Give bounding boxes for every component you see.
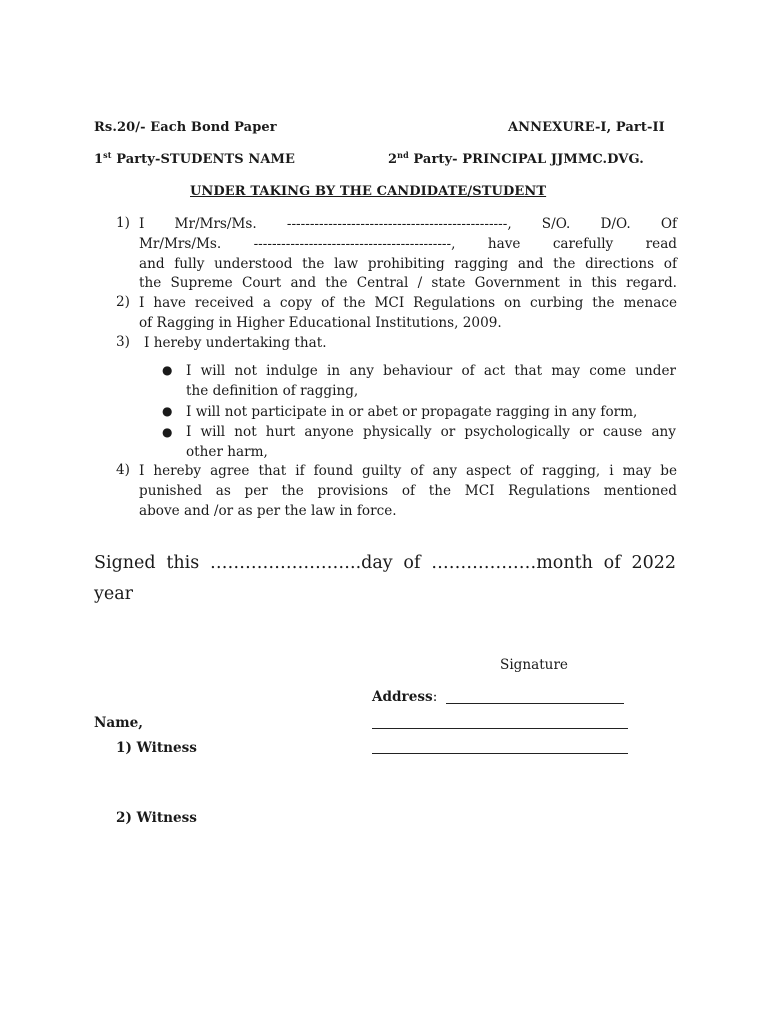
bullet-icon: ● <box>162 363 173 377</box>
bullet-1-line-1: I will not indulge in any behaviour of act that may come under <box>186 363 676 379</box>
second-party: 2nd Party- PRINCIPAL JJMMC.DVG. <box>388 150 644 167</box>
item-2-line-1: I have received a copy of the MCI Regulations on curbing the menace <box>139 295 677 311</box>
address-label: Address: <box>372 689 438 705</box>
bullet-3-line-1: I will not hurt anyone physically or psychologically or cause any <box>186 424 676 440</box>
item-number-2: 2) <box>116 294 130 310</box>
bullet-1-line-2: the definition of ragging, <box>186 383 359 399</box>
item-1-line-4: the Supreme Court and the Central / state Government in this regard. <box>139 275 677 291</box>
item-number-1: 1) <box>116 215 130 231</box>
first-party: 1st Party-STUDENTS NAME <box>94 150 296 167</box>
item-2-line-2: of Ragging in Higher Educational Institutions, 2009. <box>139 315 502 331</box>
item-number-4: 4) <box>116 462 130 478</box>
witness-2-label: 2) Witness <box>116 810 197 826</box>
signature-label: Signature <box>500 657 568 673</box>
bullet-3-line-2: other harm, <box>186 444 268 460</box>
item-number-3: 3) <box>116 334 130 350</box>
address-line-2[interactable] <box>372 728 628 729</box>
item-3-line-1: I hereby undertaking that. <box>144 335 327 351</box>
name-label: Name, <box>94 715 143 731</box>
item-4-line-1: I hereby agree that if found guilty of any aspect of ragging, i may be <box>139 463 677 479</box>
stamp-paper-note: Rs.20/- Each Bond Paper <box>94 120 277 135</box>
annexure-label: ANNEXURE-I, Part-II <box>508 120 665 135</box>
bullet-icon: ● <box>162 425 173 439</box>
signed-date-line: Signed this ……………………..day of ………………month of 2022 <box>94 553 676 573</box>
address-line-3[interactable] <box>372 753 628 754</box>
item-4-line-3: above and /or as per the law in force. <box>139 503 397 519</box>
signed-year: year <box>94 584 134 604</box>
bullet-icon: ● <box>162 404 173 418</box>
item-4-line-2: punished as per the provisions of the MCI Regulations mentioned <box>139 483 677 499</box>
bullet-2-line-1: I will not participate in or abet or propagate ragging in any form, <box>186 404 638 420</box>
document-title: UNDER TAKING BY THE CANDIDATE/STUDENT <box>190 184 547 199</box>
item-1-line-3: and fully understood the law prohibiting ragging and the directions of <box>139 256 677 272</box>
item-1-line-1: I Mr/Mrs/Ms. ------------------------------------------------, S/O. D/O. Of <box>139 216 677 232</box>
item-1-line-2: Mr/Mrs/Ms. -------------------------------------------, have carefully read <box>139 236 677 252</box>
address-line-1[interactable] <box>446 703 624 704</box>
witness-1-label: 1) Witness <box>116 740 197 756</box>
